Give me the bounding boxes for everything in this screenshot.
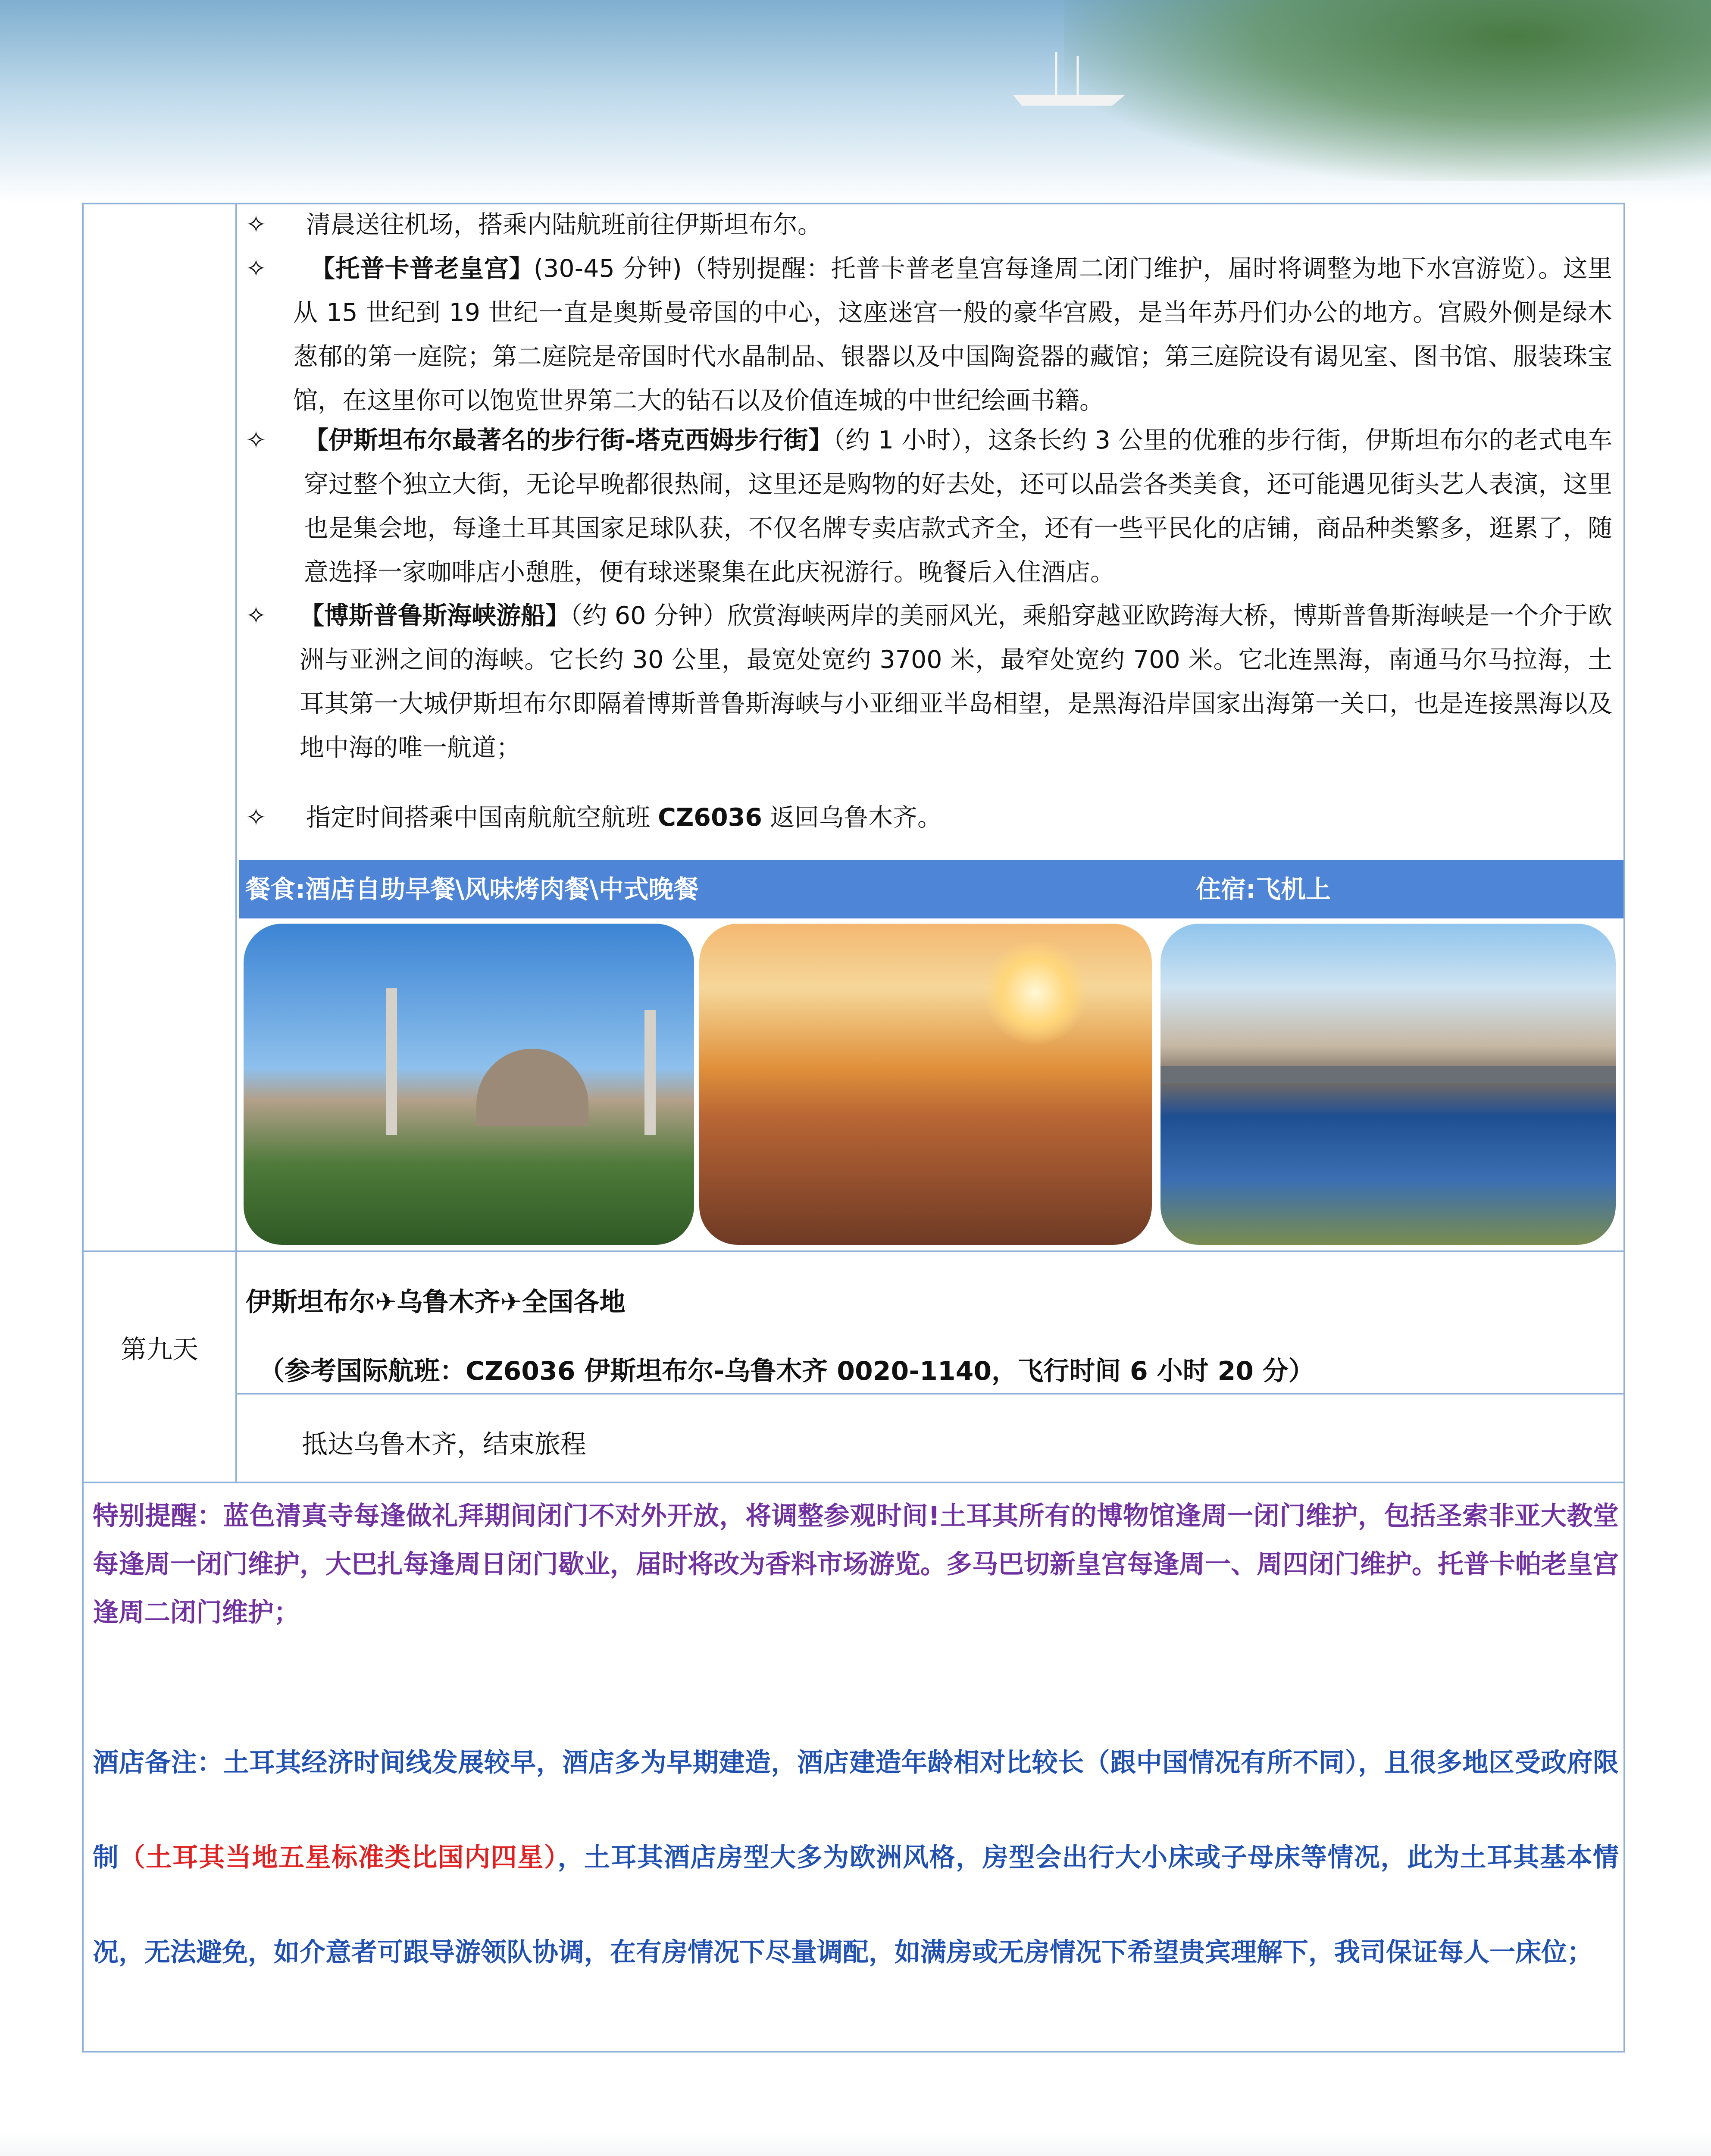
row-divider	[82, 1250, 1625, 1252]
item-title: 【托普卡普老皇宫】	[310, 254, 534, 283]
meal-info: 餐食:酒店自助早餐\风味烤肉餐\中式晚餐	[245, 874, 699, 904]
sun	[984, 941, 1087, 1044]
bullet-icon: ✧	[246, 602, 266, 630]
minaret	[644, 1010, 656, 1135]
list-item	[246, 418, 1612, 595]
bullet-icon: ✧	[246, 426, 266, 454]
bridge	[1160, 1066, 1616, 1083]
photo-istanbul-sunset	[699, 924, 1152, 1245]
special-notice: 特别提醒：蓝色清真寺每逢做礼拜期间闭门不对外开放，将调整参观时间!土耳其所有的博物馆逢周一闭门维护，包括圣索非亚大教堂每逢周一闭门维护，大巴扎每逢周日闭门歇业，届时将改为香料市场游览。多马巴切新皇宫每逢周一、周四闭门维护。托普卡帕老皇宫逢周二闭门维护；	[93, 1501, 1619, 1628]
item-text: 【托普卡普老皇宫】(30-45 分钟)（特别提醒：托普卡普老皇宫每逢周二闭门维护，届时将调整为地下水宫游览）。这里从 15 世纪到 19 世纪一直是奥斯曼帝国的中心，这座迷宫一般的豪华宫殿，是当年苏丹们办公的地方。宫殿外侧是绿木葱郁的第一庭院；第二庭院是帝国时代水晶制品、银器以及中国陶瓷器的藏馆；第三庭院设有谒见室、图书馆、服装珠宝馆，在这里你可以饱览世界第二大的钻石以及价值连城的中世纪绘画书籍。	[293, 254, 1612, 415]
meal-bar	[239, 860, 1623, 918]
item-text: 【博斯普鲁斯海峡游船】（约 60 分钟）欣赏海峡两岸的美丽风光，乘船穿越亚欧跨海大桥，博斯普鲁斯海峡是一个介于欧洲与亚洲之间的海峡。它长约 30 公里，最宽处宽约 3700 米，最窄处宽约 700 米。它北连黑海，南通马尔马拉海，土耳其第一大城伊斯坦布尔即隔着博斯普鲁斯海峡与小亚细亚半岛相望，是黑海沿岸国家出海第一关口，也是连接黑海以及地中海的唯一航道；	[300, 602, 1613, 762]
item-title: 【博斯普鲁斯海峡游船】	[300, 602, 570, 630]
coast-hill	[1064, 0, 1711, 181]
day-label: 第九天	[121, 1335, 198, 1365]
item-text: 指定时间搭乘中国南航航空航班 CZ6036 返回乌鲁木齐。	[306, 803, 942, 832]
bullet-icon: ✧	[246, 210, 266, 239]
minaret	[386, 988, 397, 1135]
list-item	[246, 594, 1612, 771]
bullet-icon: ✧	[246, 254, 266, 283]
item-text: 【伊斯坦布尔最著名的步行街-塔克西姆步行街】（约 1 小时），这条长约 3 公里的优雅的步行街，伊斯坦布尔的老式电车穿过整个独立大街，无论早晚都很热闹，这里还是购物的好去处，还可以品尝各类美食，还可能遇见街头艺人表演，这里也是集会地，每逢土耳其国家足球队获，不仅名牌专卖店款式齐全，还有一些平民化的店铺，商品种类繁多，逛累了，随意选择一家咖啡店小憩胜，便有球迷聚集在此庆祝游行。晚餐后入住酒店。	[304, 426, 1612, 586]
photo-golden-horn-bridge	[1160, 924, 1616, 1245]
hotel-star-note: （土耳其当地五星标准类比国内四星）	[119, 1843, 558, 1873]
day-column-day8	[82, 203, 237, 1483]
item-text: 清晨送往机场，搭乘内陆航班前往伊斯坦布尔。	[306, 210, 822, 239]
top-banner-image	[0, 0, 1711, 203]
photo-hagia-sophia	[244, 924, 694, 1245]
sailboat-icon	[1004, 52, 1134, 108]
list-item	[246, 203, 1612, 247]
item-title: 【伊斯坦布尔最著名的步行街-塔克西姆步行街】	[304, 426, 833, 454]
bottom-banner-image	[0, 2130, 1711, 2156]
list-item	[246, 247, 1612, 424]
mosque-dome	[476, 1049, 588, 1126]
bullet-icon: ✧	[246, 803, 266, 832]
flight-info: （参考国际航班：CZ6036 伊斯坦布尔-乌鲁木齐 0020-1140，飞行时间 6 小时 20 分）	[259, 1356, 1314, 1386]
row-divider	[82, 1482, 1625, 1483]
hotel-notice: 酒店备注：土耳其经济时间线发展较早，酒店多为早期建造，酒店建造年龄相对比较长（跟中国情况有所不同），且很多地区受政府限制（土耳其当地五星标准类比国内四星），土耳其酒店房型大多为欧洲风格，房型会出行大小床或子母床等情况，此为土耳其基本情况，无法避免，如介意者可跟导游领队协调，在有房情况下尽量调配，如满房或无房情况下希望贵宾理解下，我司保证每人一床位；	[93, 1748, 1619, 1968]
list-item	[246, 796, 1612, 840]
day-title: 伊斯坦布尔✈乌鲁木齐✈全国各地	[246, 1287, 626, 1317]
row-divider	[235, 1393, 1625, 1395]
flight-number: CZ6036	[658, 803, 762, 832]
stay-info: 住宿:飞机上	[1196, 874, 1331, 904]
day-description: 抵达乌鲁木齐，结束旅程	[302, 1429, 586, 1460]
